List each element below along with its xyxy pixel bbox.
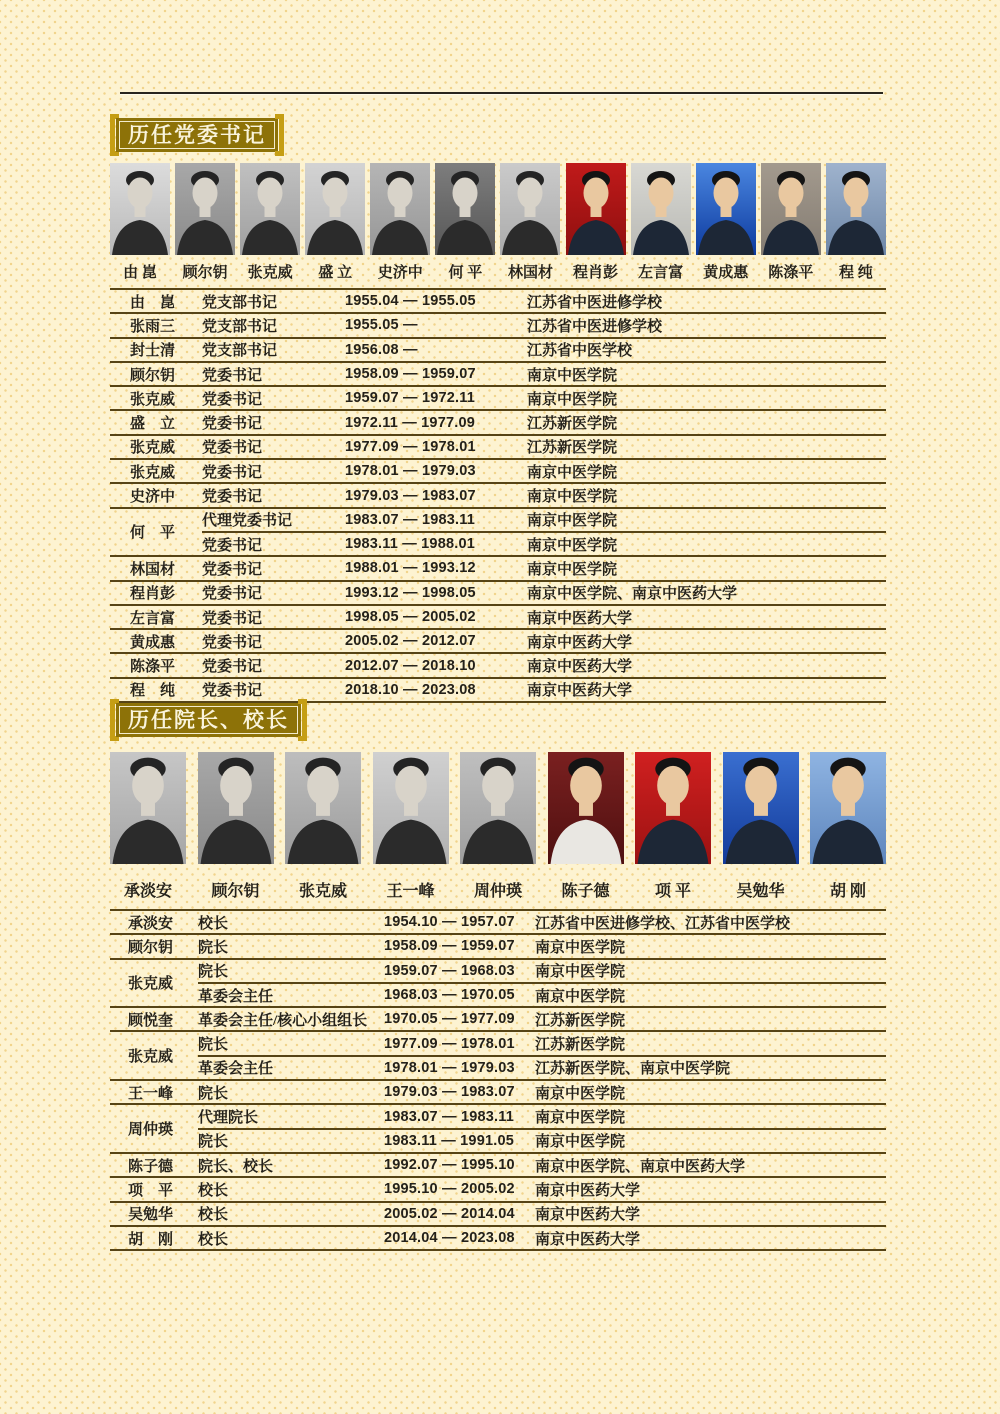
institution-cell: 南京中医学院 (527, 537, 618, 554)
person-silhouette-icon (500, 163, 560, 255)
person-name-cell: 周仲瑛 (128, 1122, 174, 1139)
photo-caption: 林国材 (507, 265, 553, 281)
institution-cell: 南京中医药大学 (535, 1231, 641, 1248)
entries-list (202, 484, 886, 506)
photo-caption: 左言富 (638, 265, 684, 281)
portrait-photo (435, 163, 495, 255)
position-title-cell: 党委书记 (202, 367, 263, 384)
position-title-cell: 党委书记 (202, 561, 263, 578)
institution-cell: 江苏新医学院 (535, 1012, 626, 1029)
position-title-cell: 院长 (198, 1134, 229, 1151)
person-name-cell: 张克威 (130, 440, 176, 457)
entries-list (198, 1227, 886, 1249)
table-row-group (110, 1225, 886, 1249)
photo-caption: 盛 立 (318, 265, 353, 281)
person-name-cell: 林国材 (130, 561, 176, 578)
institution-cell: 南京中医药大学 (527, 683, 633, 700)
person-name-cell: 史济中 (130, 489, 176, 506)
photo-caption: 张克威 (247, 265, 293, 281)
entries-list (202, 411, 886, 433)
section-party-secretaries (110, 115, 886, 703)
table-row-group (110, 458, 886, 482)
portrait-photo (566, 163, 626, 255)
position-title-cell: 代理党委书记 (202, 513, 293, 530)
table-entry-row (198, 1203, 886, 1225)
entries-list (202, 630, 886, 652)
table-entry-row (202, 290, 886, 312)
entries-list (202, 557, 886, 579)
person-name-cell: 由 崑 (130, 294, 176, 311)
position-title-cell: 院长 (198, 1085, 229, 1102)
tenure-period-cell: 1956.08 — (345, 341, 418, 358)
portrait-photo (285, 752, 361, 864)
tenure-period-cell: 1958.09 — 1959.07 (384, 938, 515, 955)
position-title-cell: 党委书记 (202, 440, 263, 457)
person-silhouette-icon (723, 752, 799, 864)
entries-list (198, 935, 886, 957)
position-title-cell: 党委书记 (202, 586, 263, 603)
position-title-cell: 党支部书记 (202, 343, 278, 360)
table-row-group (110, 1103, 886, 1152)
person-silhouette-icon (435, 163, 495, 255)
section-title: 历任院长、校长 (116, 703, 301, 737)
tenure-period-cell: 1995.10 — 2005.02 (384, 1181, 515, 1198)
institution-cell: 南京中医学院 (527, 464, 618, 481)
entries-list (202, 679, 886, 701)
table-row-group (110, 628, 886, 652)
tenure-period-cell: 1977.09 — 1978.01 (345, 438, 476, 455)
entries-list (202, 582, 886, 604)
entries-list (202, 290, 886, 312)
person-name-cell: 左言富 (130, 610, 176, 627)
table-row-group (110, 1030, 886, 1079)
person-silhouette-icon (305, 163, 365, 255)
person-name-cell: 盛 立 (130, 416, 176, 433)
person-name-cell: 顾尔钥 (130, 367, 176, 384)
portrait-photo (460, 752, 536, 864)
photo-caption: 承淡安 (123, 883, 172, 900)
entries-list (202, 436, 886, 458)
person-name-cell: 张克威 (128, 1049, 174, 1066)
institution-cell: 江苏新医学院 (527, 440, 618, 457)
photo-caption: 张克威 (298, 883, 347, 900)
tenure-period-cell: 1968.03 — 1970.05 (384, 987, 515, 1004)
portrait-photo (373, 752, 449, 864)
table-row-group (110, 911, 886, 933)
table-entry-row (202, 363, 886, 385)
person-silhouette-icon (460, 752, 536, 864)
table-entry-row (202, 339, 886, 361)
table-entry-row (202, 436, 886, 458)
person-name-cell: 王一峰 (128, 1085, 174, 1102)
person-name-cell: 张雨三 (130, 318, 176, 335)
portrait-photo (635, 752, 711, 864)
institution-cell: 南京中医学院 (527, 561, 618, 578)
person-silhouette-icon (373, 752, 449, 864)
table-row-group (110, 482, 886, 506)
institution-cell: 南京中医药大学 (527, 634, 633, 651)
tenure-period-cell: 1993.12 — 1998.05 (345, 584, 476, 601)
entries-list (198, 1081, 886, 1103)
table-row-group (110, 290, 886, 312)
entries-list (198, 911, 886, 933)
tenure-period-cell: 2005.02 — 2012.07 (345, 633, 476, 650)
person-name-cell: 程 纯 (130, 683, 176, 700)
table-row-group (110, 958, 886, 1007)
table-row-group (110, 580, 886, 604)
position-title-cell: 党委书记 (202, 416, 263, 433)
bracket-right-icon (298, 699, 307, 741)
institution-cell: 江苏新医学院、南京中医学院 (535, 1061, 731, 1078)
photo-caption: 吴勉华 (736, 883, 785, 900)
table-entry-row (202, 557, 886, 579)
position-title-cell: 校长 (198, 1207, 229, 1224)
tenure-period-cell: 1978.01 — 1979.03 (384, 1059, 515, 1076)
tenure-period-cell: 1959.07 — 1968.03 (384, 962, 515, 979)
tenure-period-cell: 1955.04 — 1955.05 (345, 293, 476, 310)
table-row-group (110, 1176, 886, 1200)
position-title-cell: 院长 (198, 964, 229, 981)
table-row-group (110, 1079, 886, 1103)
tenure-period-cell: 1959.07 — 1972.11 (345, 390, 475, 407)
position-title-cell: 院长、校长 (198, 1158, 274, 1175)
institution-cell: 南京中医药大学 (527, 610, 633, 627)
portrait-photo (500, 163, 560, 255)
institution-cell: 南京中医学院 (535, 964, 626, 981)
portrait-photo (810, 752, 886, 864)
table-row-group (110, 385, 886, 409)
table-row-group (110, 604, 886, 628)
person-silhouette-icon (761, 163, 821, 255)
portrait-photo (110, 163, 170, 255)
institution-cell: 南京中医学院 (535, 1085, 626, 1102)
position-title-cell: 革委会主任 (198, 1061, 274, 1078)
person-silhouette-icon (110, 163, 170, 255)
tenure-period-cell: 1992.07 — 1995.10 (384, 1157, 515, 1174)
position-title-cell: 校长 (198, 1231, 229, 1248)
institution-cell: 南京中医学院 (535, 1110, 626, 1127)
person-silhouette-icon (370, 163, 430, 255)
portrait-photo (305, 163, 365, 255)
tenure-period-cell: 1977.09 — 1978.01 (384, 1035, 515, 1052)
table-entry-row (198, 1154, 886, 1176)
entries-list (198, 1154, 886, 1176)
position-title-cell: 革委会主任/核心小组组长 (198, 1012, 368, 1029)
position-title-cell: 党委书记 (202, 634, 263, 651)
institution-cell: 江苏新医学院 (535, 1037, 626, 1054)
portrait-photo (761, 163, 821, 255)
person-name-cell: 张克威 (128, 976, 174, 993)
photo-caption: 顾尔钥 (211, 883, 260, 900)
portrait-photo (631, 163, 691, 255)
institution-cell: 南京中医学院、南京中医药大学 (535, 1158, 746, 1175)
tenure-period-cell: 1958.09 — 1959.07 (345, 366, 476, 383)
person-name-cell: 张克威 (130, 464, 176, 481)
portrait-photo (240, 163, 300, 255)
institution-cell: 南京中医学院 (535, 1134, 626, 1151)
caption-row (110, 261, 886, 283)
photo-caption: 史济中 (377, 265, 423, 281)
entries-list (202, 387, 886, 409)
tenure-period-cell: 1988.01 — 1993.12 (345, 560, 476, 577)
table-entry-row (198, 1105, 886, 1127)
portrait-photo (175, 163, 235, 255)
table-row-group (110, 1201, 886, 1225)
institution-cell: 南京中医学院 (535, 988, 626, 1005)
table-row-group (110, 1006, 886, 1030)
entries-list (198, 1008, 886, 1030)
institution-cell: 江苏省中医学校 (527, 343, 633, 360)
institution-cell: 江苏新医学院 (527, 416, 618, 433)
photo-caption: 胡 刚 (829, 883, 866, 900)
person-silhouette-icon (635, 752, 711, 864)
tenure-period-cell: 1983.07 — 1983.11 (345, 511, 475, 528)
table-row-group (110, 677, 886, 701)
tenure-period-cell: 1983.11 — 1988.01 (345, 536, 475, 553)
photo-caption: 何 平 (448, 265, 483, 281)
tenure-period-cell: 2005.02 — 2014.04 (384, 1205, 515, 1222)
portrait-photo (548, 752, 624, 864)
table-row-group (110, 507, 886, 556)
entries-list (202, 654, 886, 676)
person-silhouette-icon (810, 752, 886, 864)
position-title-cell: 校长 (198, 1182, 229, 1199)
position-title-cell: 革委会主任 (198, 988, 274, 1005)
person-silhouette-icon (826, 163, 886, 255)
person-silhouette-icon (548, 752, 624, 864)
tenure-period-cell: 1983.11 — 1991.05 (384, 1132, 514, 1149)
table-row-group (110, 555, 886, 579)
entries-list (202, 339, 886, 361)
position-title-cell: 党委书记 (202, 464, 263, 481)
table-entry-row (198, 911, 886, 933)
institution-cell: 南京中医学院、南京中医药大学 (527, 586, 738, 603)
table-entry-row (202, 411, 886, 433)
photo-caption: 程 纯 (838, 265, 873, 281)
person-silhouette-icon (631, 163, 691, 255)
photo-caption: 由 崑 (123, 265, 157, 281)
position-title-cell: 代理院长 (198, 1110, 259, 1127)
institution-cell: 南京中医药大学 (535, 1207, 641, 1224)
photo-strip (110, 752, 886, 864)
institution-cell: 南京中医学院 (527, 367, 618, 384)
table-row-group (110, 434, 886, 458)
entries-list (202, 363, 886, 385)
person-name-cell: 顾尔钥 (128, 939, 174, 956)
entries-list (202, 460, 886, 482)
tenure-period-cell: 1954.10 — 1957.07 (384, 914, 515, 931)
position-title-cell: 党委书记 (202, 489, 263, 506)
tenure-period-cell: 1978.01 — 1979.03 (345, 463, 476, 480)
entries-list (198, 1105, 886, 1152)
tenure-period-cell: 2018.10 — 2023.08 (345, 681, 476, 698)
entries-list (202, 606, 886, 628)
person-name-cell: 张克威 (130, 391, 176, 408)
entries-list (198, 1203, 886, 1225)
table-entry-row (202, 314, 886, 336)
institution-cell: 南京中医学院 (527, 391, 618, 408)
position-title-cell: 校长 (198, 915, 229, 932)
photo-caption: 陈子德 (561, 883, 610, 900)
entries-list (198, 960, 886, 1007)
portrait-photo (370, 163, 430, 255)
bracket-right-icon (275, 114, 284, 156)
table-entry-row (198, 1081, 886, 1103)
person-name-cell: 项 平 (128, 1182, 174, 1199)
person-silhouette-icon (696, 163, 756, 255)
table-row-group (110, 933, 886, 957)
photo-caption: 陈涤平 (768, 265, 814, 281)
position-title-cell: 党支部书记 (202, 318, 278, 335)
tenure-period-cell: 1972.11 — 1977.09 (345, 414, 475, 431)
tenure-period-cell: 1983.07 — 1983.11 (384, 1108, 514, 1125)
institution-cell: 南京中医药大学 (527, 659, 633, 676)
section-header (110, 700, 307, 740)
institution-cell: 南京中医学院 (527, 513, 618, 530)
photo-caption: 周仲瑛 (473, 883, 522, 900)
tenure-period-cell: 1970.05 — 1977.09 (384, 1011, 515, 1028)
institution-cell: 江苏省中医进修学校 (527, 318, 663, 335)
entries-list (198, 1178, 886, 1200)
tenure-period-cell: 1998.05 — 2005.02 (345, 609, 476, 625)
position-title-cell: 党委书记 (202, 683, 263, 700)
tenure-period-cell: 1955.05 — (345, 317, 418, 334)
position-title-cell: 党委书记 (202, 537, 263, 554)
person-silhouette-icon (566, 163, 626, 255)
photo-caption: 项 平 (654, 883, 691, 900)
section-title: 历任党委书记 (116, 118, 278, 152)
portrait-photo (696, 163, 756, 255)
table-entry-row (198, 1128, 886, 1152)
table-entry-row (202, 630, 886, 652)
photo-caption: 程肖彭 (573, 265, 619, 281)
table-entry-row (202, 460, 886, 482)
entries-list (202, 314, 886, 336)
person-silhouette-icon (240, 163, 300, 255)
position-title-cell: 党支部书记 (202, 294, 278, 311)
person-name-cell: 陈涤平 (130, 659, 176, 676)
caption-row (110, 878, 886, 902)
portrait-photo (110, 752, 186, 864)
portrait-photo (198, 752, 274, 864)
position-title-cell: 院长 (198, 1037, 229, 1054)
table-entry-row (198, 1055, 886, 1079)
position-title-cell: 党委书记 (202, 659, 263, 676)
table-row-group (110, 652, 886, 676)
person-name-cell: 吴勉华 (128, 1207, 174, 1224)
person-name-cell: 黄成惠 (130, 634, 176, 651)
person-silhouette-icon (285, 752, 361, 864)
section-presidents (110, 700, 886, 1251)
table-entry-row (202, 606, 886, 628)
institution-cell: 南京中医学院 (527, 489, 618, 506)
photo-caption: 黄成惠 (703, 265, 749, 281)
person-silhouette-icon (198, 752, 274, 864)
position-title-cell: 院长 (198, 939, 229, 956)
table-entry-row (202, 531, 886, 555)
person-silhouette-icon (175, 163, 235, 255)
person-name-cell: 胡 刚 (128, 1231, 174, 1248)
portrait-photo (826, 163, 886, 255)
table-entry-row (202, 654, 886, 676)
person-silhouette-icon (110, 752, 186, 864)
table-row-group (110, 409, 886, 433)
institution-cell: 南京中医学院 (535, 939, 626, 956)
photo-strip (110, 163, 886, 255)
section-header (110, 115, 284, 155)
person-name-cell: 承淡安 (128, 915, 174, 932)
person-name-cell: 程肖彭 (130, 586, 176, 603)
tenure-period-cell: 2012.07 — 2018.10 (345, 657, 476, 674)
table-entry-row (202, 582, 886, 604)
position-title-cell: 党委书记 (202, 391, 263, 408)
table-entry-row (198, 935, 886, 957)
table-row-group (110, 361, 886, 385)
person-name-cell: 封士清 (130, 343, 176, 360)
table-entry-row (198, 1227, 886, 1249)
table-entry-row (202, 387, 886, 409)
table-entry-row (198, 1008, 886, 1030)
table-entry-row (198, 982, 886, 1006)
institution-cell: 南京中医药大学 (535, 1182, 641, 1199)
secretaries-history-table (110, 288, 886, 703)
photo-caption: 王一峰 (386, 883, 435, 900)
table-entry-row (202, 509, 886, 531)
institution-cell: 江苏省中医进修学校 (527, 294, 663, 311)
entries-list (198, 1032, 886, 1079)
institution-cell: 江苏省中医进修学校、江苏省中医学校 (535, 915, 791, 932)
entries-list (202, 509, 886, 556)
position-title-cell: 党委书记 (202, 610, 263, 627)
portrait-photo (723, 752, 799, 864)
person-name-cell: 陈子德 (128, 1158, 174, 1175)
presidents-history-table (110, 909, 886, 1251)
tenure-period-cell: 1979.03 — 1983.07 (345, 487, 476, 504)
table-entry-row (202, 484, 886, 506)
top-divider-rule (120, 92, 883, 95)
tenure-period-cell: 1979.03 — 1983.07 (384, 1084, 515, 1101)
table-entry-row (198, 1178, 886, 1200)
table-entry-row (198, 960, 886, 982)
tenure-period-cell: 2014.04 — 2023.08 (384, 1230, 515, 1246)
table-entry-row (198, 1032, 886, 1054)
person-name-cell: 顾悦奎 (128, 1012, 174, 1029)
table-row-group (110, 1152, 886, 1176)
table-entry-row (202, 679, 886, 701)
person-name-cell: 何 平 (130, 525, 176, 542)
table-row-group (110, 337, 886, 361)
table-row-group (110, 312, 886, 336)
photo-caption: 顾尔钥 (182, 265, 228, 281)
